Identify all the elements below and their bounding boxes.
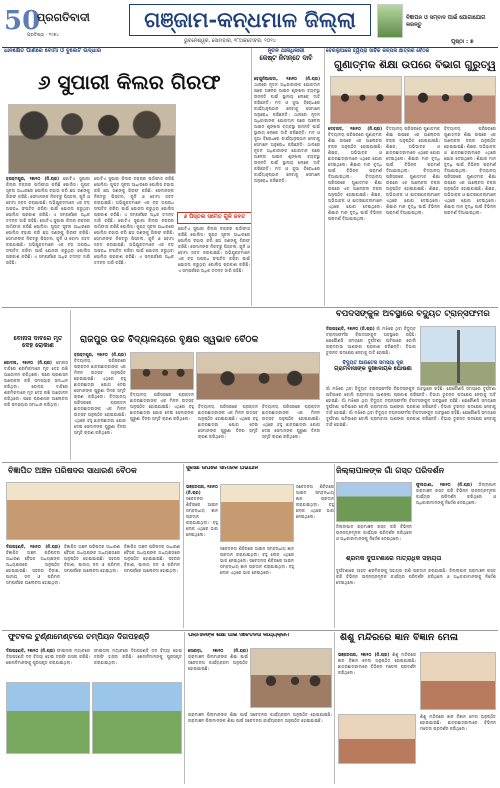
side-body (254, 76, 320, 304)
justice-headline: ସୁରକ୍ଷା ଉପରେ ସାମାଜିକ ଅଭିଯାନ (186, 466, 259, 471)
transformer-headline: ବିପଦସଙ୍କୁଳ ଅବସ୍ଥାରେ ବିଦ୍ୟୁତ ଟ୍ରାନ୍ସଫର୍ମର (336, 310, 490, 319)
side-body-text-3: ଥାନାରେ ନୂତନ ଅଧିକାରୀଙ୍କ ଯୋଗଦାନ ପରେ ଅଞ୍ଚଳର ଆଇନ ଶୃଙ୍ଖଳା ବ୍ୟବସ୍ଥା ଉନ୍ନତି ପାଇଁ ସ୍ଥାନୀୟ ଲୋକେ ଦାବି କରିଛନ୍ତି। ମଦ ଓ ଜୁଆ ବିରୋଧରେ କାର୍ଯ୍ୟାନୁଷ୍ଠାନ ନେବାକୁ ସେମାନେ ଅନୁରୋଧ କରିଛନ୍ତି। (254, 142, 320, 183)
promo-image (377, 4, 403, 38)
side-kicker: ନୂତନ ଥାନାଧିକାରୀ (267, 48, 305, 54)
school-body: ବିଦ୍ୟାଳୟ ପରିସରରେ ପ୍ରାକ୍ତନ ଛାତ୍ରଛାତ୍ରୀଙ୍କ ଏକ ମିଳନ ଉତ୍ସବ ଅନୁଷ୍ଠିତ ହୋଇଯାଇଛି। ଏଥିରେ ବହୁ ଛାତ୍ରଛାତ୍ରୀ ଯୋଗ ଦେଇ ସେମାନଙ୍କ ପୁରୁଣା ଦିନର ସ୍ମୃତି ଚାରଣ କରିଥିଲେ। (74, 358, 126, 399)
side-body-text: ଥାନାରେ ନୂତନ ଅଧିକାରୀଙ୍କ ଯୋଗଦାନ ପରେ ଅଞ୍ଚଳର ଆଇନ ଶୃଙ୍ଖଳା ବ୍ୟବସ୍ଥା ଉନ୍ନତି ପାଇଁ ସ୍ଥାନୀୟ ଲୋକେ ଦାବି କରିଛନ୍ତି। ମଦ ଓ ଜୁଆ ବିରୋଧରେ କାର୍ଯ୍ୟାନୁଷ୍ଠାନ ନେବାକୁ ସେମାନେ ଅନୁରୋଧ କରିଛନ୍ତି। (254, 82, 320, 117)
football-dateline: ଦିଗପହଣ୍ଡି, ୨୭ା୧୦ (ନି.ପ୍ର) (6, 648, 55, 653)
divider (70, 310, 71, 460)
school-body-5: ବିଦ୍ୟାଳୟ ପରିସରରେ ପ୍ରାକ୍ତନ ଛାତ୍ରଛାତ୍ରୀଙ୍କ ଏକ ମିଳନ ଉତ୍ସବ ଅନୁଷ୍ଠିତ ହୋଇଯାଇଛି। ଏଥିରେ ବହୁ ଛାତ୍ରଛାତ୍ରୀ ଯୋଗ ଦେଇ ସେମାନଙ୍କ ପୁରୁଣା ଦିନର ସ୍ମୃତି ଚାରଣ କରିଥିଲେ। (262, 404, 320, 439)
school-dateline: ବ୍ରହ୍ମପୁର, ୨୭ା୧୦ (ନି.ପ୍ର) (74, 352, 126, 357)
justice-photo (220, 484, 294, 542)
divider (183, 464, 184, 628)
fair-dateline: ଭଞ୍ଜନଗର, ୨୭ା୧୦ (ନି.ପ୍ର) (338, 652, 390, 657)
craft-body-text-3: ଗ୍ରାମାଞ୍ଚଳ ପିଲାମାନଙ୍କ ଶିକ୍ଷା ପାଇଁ ସଚେତନତା କାର୍ଯ୍ୟକ୍ରମ ଅନୁଷ୍ଠିତ ହୋଇଯାଇଛି। (188, 718, 323, 723)
edu-body-3: ବିଦ୍ୟାଳୟ ପରିସରରେ ଗୁଣାତ୍ମକ ଶିକ୍ଷା ଉପରେ ଏକ ଆଲୋଚନା ଚକ୍ର ଅନୁଷ୍ଠିତ ହୋଇଯାଇଛି। ଶିକ୍ଷକ, ଅଭିଭାବକ ଓ ଛାତ୍ରଛାତ୍ରୀମାନେ ଏଥିରେ ଯୋଗ ଦେଇଥିଲେ। ଶିକ୍ଷାର ମାନ ବୃଦ୍ଧି ପାଇଁ ବିଭିନ୍ନ ପରାମର୍ଶ ଦିଆଯାଇଥିଲା। (386, 126, 440, 173)
divider (2, 307, 322, 308)
craft-body-text-2: ଗ୍ରାମାଞ୍ଚଳ ପିଲାମାନଙ୍କ ଶିକ୍ଷା ପାଇଁ ସଚେତନତା କାର୍ଯ୍ୟକ୍ରମ ଅନୁଷ୍ଠିତ ହୋଇଯାଇଛି। (188, 712, 332, 717)
fair-headline: ଶିଶୁ ମନ୍ଦିରରେ ଜ୍ଞାନ ବିଜ୍ଞାନ ମେଳା (340, 633, 458, 643)
school-body-4: ବିଦ୍ୟାଳୟ ପରିସରରେ ପ୍ରାକ୍ତନ ଛାତ୍ରଛାତ୍ରୀଙ୍କ ଏକ ମିଳନ ଉତ୍ସବ ଅନୁଷ୍ଠିତ ହୋଇଯାଇଛି। ଏଥିରେ ବହୁ ଛାତ୍ରଛାତ୍ରୀ ଯୋଗ ଦେଇ ସେମାନଙ୍କ ପୁରୁଣା ଦିନର ସ୍ମୃତି ଚାରଣ କରିଥିଲେ। (198, 404, 258, 439)
fair-photo-2 (338, 714, 416, 764)
school-body-2: ବିଦ୍ୟାଳୟ ପରିସରରେ ପ୍ରାକ୍ତନ ଛାତ୍ରଛାତ୍ରୀଙ୍କ ଏକ ମିଳନ ଉତ୍ସବ ଅନୁଷ୍ଠିତ ହୋଇଯାଇଛି। ଏଥିରେ ବହୁ ଛାତ୍ରଛାତ୍ରୀ ଯୋଗ ଦେଇ ସେମାନଙ୍କ ପୁରୁଣା ଦିନର ସ୍ମୃତି ଚାରଣ କରିଥିଲେ। (74, 394, 126, 435)
anniversary-logo: 50 (4, 6, 41, 36)
football-body-text-2: ଫାଇନାଲ ମ୍ୟାଚରେ ଦିଗପହଣ୍ଡି ଦଳ ବିଜୟୀ ହୋଇ ଟ୍ରଫି ହାସଲ କରିଛି। ଖେଳାଳିମାନଙ୍କୁ ପୁରସ୍କୃତ କରାଯାଇଥିଲା। (94, 648, 182, 665)
divider (324, 48, 325, 306)
lower-left-dateline: କୋଦଳା, ୨୭ା୧୦ (ନି.ପ୍ର) (4, 360, 52, 365)
gandhi-body-3: ଜିଲ୍ଲାପାଳ ଗ୍ରାମାଞ୍ଚଳ ଗସ୍ତ କରି ବିଭିନ୍ନ ଉନ୍ନୟନମୂଳକ କାର୍ଯ୍ୟର ପରିଦର୍ଶନ କରିଥିଲେ ଓ ଅଧିକାରୀମାନଙ୍କୁ ନିର୍ଦ୍ଦେଶ ଦେଇଥିଲେ। (336, 568, 496, 585)
divider (334, 632, 335, 784)
football-body-text: ଫାଇନାଲ ମ୍ୟାଚରେ ଦିଗପହଣ୍ଡି ଦଳ ବିଜୟୀ ହୋଇ ଟ୍ରଫି ହାସଲ କରିଛି। ଖେଳାଳିମାନଙ୍କୁ ପୁରସ୍କୃତ କରାଯାଇଥିଲା। (6, 648, 90, 665)
craft-dateline: ସୋରଡ଼ା, ୨୭ା୧୦ (ନି.ପ୍ର) (188, 648, 248, 653)
council-body-2: ବିଜ୍ଞାପିତ ଅଞ୍ଚଳ ପରିଷଦର ସାଧାରଣ ବୈଠକ ଅଧ୍ୟକ୍ଷଙ୍କ ଅଧ୍ୟକ୍ଷତାରେ ଅନୁଷ୍ଠିତ ହୋଇଯାଇଛି। ସହରର ବିକାଶ, ପାନୀୟ ଜଳ ଓ ପରିମଳ ସମ୍ପର୍କରେ ଆଲୋଚନା ହୋଇଥିଲା। (64, 544, 120, 573)
divider (322, 307, 498, 308)
promo-text: ବିଜ୍ଞାପନ ଓ ସମ୍ବାଦ ପାଇଁ ଯୋଗାଯୋଗ କରନ୍ତୁ (406, 15, 486, 28)
transformer-sub-headline: ଗ୍ରାମବାସୀଙ୍କ ଦୁଃଖଦାୟକ ଘୋଷଣା (334, 365, 412, 372)
council-headline: ବିଜ୍ଞାପିତ ଅଞ୍ଚଳ ପରିଷଦର ସାଧାରଣ ବୈଠକ (8, 466, 137, 475)
edition-title-box (129, 4, 371, 36)
justice-body: ସଚେତନତା ଶିବିରରେ ଆଇନ ସମ୍ବନ୍ଧୀୟ ଜ୍ଞାନ ପ୍ରଦାନ କରାଯାଇଥିଲା। ବହୁ ଲୋକ ଏଥିରେ ଭାଗ ନେଇଥିଲେ। (186, 496, 218, 537)
transformer-body-1 (326, 326, 416, 358)
craft-body-text: ଗ୍ରାମାଞ୍ଚଳ ପିଲାମାନଙ୍କ ଶିକ୍ଷା ପାଇଁ ସଚେତନତା କାର୍ଯ୍ୟକ୍ରମ ଅନୁଷ୍ଠିତ ହୋଇଯାଇଛି। (188, 654, 248, 671)
lower-left-body-text-2: ବୋନାସ ଦାବିରେ ଶ୍ରମିକମାନେ ମୃତ ଦେହ ରଖି ଆନ୍ଦୋଳନ କରିଥିଲେ। ପରେ ପ୍ରଶାସନ ଆଲୋଚନା କରି ସମସ୍ୟାର ସମାଧାନ କରିଥିଲା। (4, 384, 68, 407)
craft-headline: ପିଲାମାନଙ୍କ ଶିକ୍ଷା ପାଇଁ ସଚେତନତା କାର୍ଯ୍ୟକ୍ରମ (188, 633, 290, 638)
craft-photo (250, 648, 332, 708)
transformer-body-3: ଗାଁ ମଝିରେ ଥିବା ବିଦ୍ୟୁତ ଟ୍ରାନ୍ସଫର୍ମର ବିପଦସଙ୍କୁଳ ଅବସ୍ଥାରେ ରହିଛି। ଯେକୌଣସି ସମୟରେ ଦୁର୍ଘଟଣା ଘଟିପାରେ ବୋଲି ଗ୍ରାମବାସୀ ଆଶଙ୍କା ପ୍ରକାଶ କରିଛନ୍ତି। ବିଭାଗ ତୁରନ୍ତ ପଦକ୍ଷେପ ନେବାକୁ ଦାବି ହୋଇଛି। (326, 398, 496, 415)
council-body-col-3 (124, 544, 180, 628)
school-photo-2 (196, 352, 320, 400)
page-number: ପୃଷ୍ଠା : ୭ (451, 39, 474, 45)
edu-photo-1 (330, 76, 402, 124)
school-body-col-2 (130, 392, 194, 462)
lead-inset-label: ୬ ପିସ୍ତଲ ସମେତ ଗୁଳି ଜବତ (183, 214, 246, 220)
transformer-body-4: ଗାଁ ମଝିରେ ଥିବା ବିଦ୍ୟୁତ ଟ୍ରାନ୍ସଫର୍ମର ବିପଦସଙ୍କୁଳ ଅବସ୍ଥାରେ ରହିଛି। ଯେକୌଣସି ସମୟରେ ଦୁର୍ଘଟଣା ଘଟିପାରେ ବୋଲି ଗ୍ରାମବାସୀ ଆଶଙ୍କା ପ୍ରକାଶ କରିଛନ୍ତି। ବିଭାଗ ତୁରନ୍ତ ପଦକ୍ଷେପ ନେବାକୁ ଦାବି ହୋଇଛି। (326, 410, 496, 427)
edu-body-2: ବିଦ୍ୟାଳୟ ପରିସରରେ ଗୁଣାତ୍ମକ ଶିକ୍ଷା ଉପରେ ଏକ ଆଲୋଚନା ଚକ୍ର ଅନୁଷ୍ଠିତ ହୋଇଯାଇଛି। ଶିକ୍ଷକ, ଅଭିଭାବକ ଓ ଛାତ୍ରଛାତ୍ରୀମାନେ ଏଥିରେ ଯୋଗ ଦେଇଥିଲେ। ଶିକ୍ଷାର ମାନ ବୃଦ୍ଧି ପାଇଁ ବିଭିନ୍ନ ପରାମର୍ଶ ଦିଆଯାଇଥିଲା। (328, 174, 382, 221)
justice-body-col-3 (220, 546, 294, 628)
lower-left-body (4, 360, 68, 460)
lead-inset-label-box (177, 212, 252, 224)
council-body-3: ବିଜ୍ଞାପିତ ଅଞ୍ଚଳ ପରିଷଦର ସାଧାରଣ ବୈଠକ ଅଧ୍ୟକ୍ଷଙ୍କ ଅଧ୍ୟକ୍ଷତାରେ ଅନୁଷ୍ଠିତ ହୋଇଯାଇଛି। ସହରର ବିକାଶ, ପାନୀୟ ଜଳ ଓ ପରିମଳ ସମ୍ପର୍କରେ ଆଲୋଚନା ହୋଇଥିଲା। (124, 544, 180, 573)
school-body-3: ବିଦ୍ୟାଳୟ ପରିସରରେ ପ୍ରାକ୍ତନ ଛାତ୍ରଛାତ୍ରୀଙ୍କ ଏକ ମିଳନ ଉତ୍ସବ ଅନୁଷ୍ଠିତ ହୋଇଯାଇଛି। ଏଥିରେ ବହୁ ଛାତ୍ରଛାତ୍ରୀ ଯୋଗ ଦେଇ ସେମାନଙ୍କ ପୁରୁଣା ଦିନର ସ୍ମୃତି ଚାରଣ କରିଥିଲେ। (130, 392, 194, 421)
edu-headline: ଗୁଣାତ୍ମକ ଶିକ୍ଷା ଉପରେ ବିଭାଗ ଗୁରୁତ୍ୱ (334, 60, 496, 71)
lower-left-body-text: ବୋନାସ ଦାବିରେ ଶ୍ରମିକମାନେ ମୃତ ଦେହ ରଖି ଆନ୍ଦୋଳନ କରିଥିଲେ। ପରେ ପ୍ରଶାସନ ଆଲୋଚନା କରି ସମସ୍ୟାର ସମାଧାନ କରିଥିଲା। (4, 360, 68, 389)
gandhi-headline: ଜିଲ୍ଲାପାଳଙ୍କ ଗାଁ ଗସ୍ତ ପରିଦର୍ଶନ (336, 466, 445, 475)
justice-body-4: ସଚେତନତା ଶିବିରରେ ଆଇନ ସମ୍ବନ୍ଧୀୟ ଜ୍ଞାନ ପ୍ରଦାନ କରାଯାଇଥିଲା। ବହୁ ଲୋକ ଏଥିରେ ଭାଗ ନେଇଥିଲେ। (220, 558, 294, 575)
fair-body-text: ଶିଶୁ ମନ୍ଦିରରେ ଜ୍ଞାନ ବିଜ୍ଞାନ ମେଳା ଅନୁଷ୍ଠିତ ହୋଇଯାଇଛି। ଛାତ୍ରଛାତ୍ରୀମାନେ ବିଭିନ୍ନ ମଡେଲ ପ୍ରଦର୍ଶନ କରିଥିଲେ। (338, 652, 416, 675)
craft-body-2 (188, 712, 332, 784)
justice-body-3: ସଚେତନତା ଶିବିରରେ ଆଇନ ସମ୍ବନ୍ଧୀୟ ଜ୍ଞାନ ପ୍ରଦାନ କରାଯାଇଥିଲା। ବହୁ ଲୋକ ଏଥିରେ ଭାଗ ନେଇଥିଲେ। (220, 546, 294, 563)
divider (184, 632, 185, 784)
side-dateline: ବେଗୁନିଆପଡା, ୨୭ା୧୦ (ନି.ପ୍ର) (254, 76, 320, 81)
school-body-col-3 (198, 404, 258, 462)
football-photo-2 (92, 682, 182, 754)
since-label: ପ୍ରତିଷ୍ଠା - ୧୯୭୪ (27, 33, 60, 38)
gandhi-sub-body-text: ଦୁର୍ଘଟଣାରେ ଆହତ ଶ୍ରମିକଙ୍କୁ ସହାୟତା ରାଶି ପ୍ରଦାନ କରାଯାଇଛି। (336, 568, 448, 573)
council-body-col-2 (64, 544, 120, 628)
council-dateline: ଦିଗପହଣ୍ଡି, ୨୭ା୧୦ (ନି.ପ୍ର) (6, 544, 60, 549)
school-photo-1 (130, 352, 194, 390)
lead-body-repeat: ଗୋଟିଏ ସୁପାରୀ କିଲର ଚକ୍ରର ପର୍ଦ୍ଦାଫାସ କରିଛି ପୋଲିସ। ଗୁପ୍ତ ସୂଚନା ଆଧାରରେ ପୋଲିସ ଚଢାଉ କରି ଛଅ ଜଣଙ୍କୁ ଗିରଫ କରିଛି। ସେମାନଙ୍କ ନିକଟରୁ ପିସ୍ତଲ, ଗୁଳି ଓ ବୋମା ଜବତ କରାଯାଇଛି। ଅଭିଯୁକ୍ତମାନେ ଏକ ବଡ଼ ଅପରାଧ ସଂଘଟିତ କରିବା ପାଇଁ ଯୋଜନା କରୁଥିବା ପୋଲିସ ପ୍ରକାଶ କରିଛି। ଏ ସମ୍ପର୍କରେ ଅଧିକ ତଦନ୍ତ ଜାରି ରହିଛି। (6, 218, 90, 265)
football-photo-1 (6, 682, 90, 754)
lead-dateline: ବ୍ରହ୍ମପୁର, ୨୭ା୧୦ (ନି.ପ୍ର) (6, 176, 60, 181)
school-body-col-4 (262, 404, 320, 462)
divider (2, 630, 498, 631)
transformer-photo (420, 326, 496, 386)
side-header (252, 48, 320, 74)
lead-kicker-row (4, 48, 249, 60)
side-body-text-2: ଥାନାରେ ନୂତନ ଅଧିକାରୀଙ୍କ ଯୋଗଦାନ ପରେ ଅଞ୍ଚଳର ଆଇନ ଶୃଙ୍ଖଳା ବ୍ୟବସ୍ଥା ଉନ୍ନତି ପାଇଁ ସ୍ଥାନୀୟ ଲୋକେ ଦାବି କରିଛନ୍ତି। ମଦ ଓ ଜୁଆ ବିରୋଧରେ କାର୍ଯ୍ୟାନୁଷ୍ଠାନ ନେବାକୁ ସେମାନେ ଅନୁରୋଧ କରିଛନ୍ତି। (254, 112, 320, 147)
edu-body-5: ବିଦ୍ୟାଳୟ ପରିସରରେ ଗୁଣାତ୍ମକ ଶିକ୍ଷା ଉପରେ ଏକ ଆଲୋଚନା ଚକ୍ର ଅନୁଷ୍ଠିତ ହୋଇଯାଇଛି। ଶିକ୍ଷକ, ଅଭିଭାବକ ଓ ଛାତ୍ରଛାତ୍ରୀମାନେ ଏଥିରେ ଯୋଗ ଦେଇଥିଲେ। ଶିକ୍ଷାର ମାନ ବୃଦ୍ଧି ପାଇଁ ବିଭିନ୍ନ ପରାମର୍ଶ ଦିଆଯାଇଥିଲା। (444, 126, 496, 173)
gandhi-sub-body (336, 568, 496, 628)
edu-body: ବିଦ୍ୟାଳୟ ପରିସରରେ ଗୁଣାତ୍ମକ ଶିକ୍ଷା ଉପରେ ଏକ ଆଲୋଚନା ଚକ୍ର ଅନୁଷ୍ଠିତ ହୋଇଯାଇଛି। ଶିକ୍ଷକ, ଅଭିଭାବକ ଓ ଛାତ୍ରଛାତ୍ରୀମାନେ ଏଥିରେ ଯୋଗ ଦେଇଥିଲେ। ଶିକ୍ଷାର ମାନ ବୃଦ୍ଧି ପାଇଁ ବିଭିନ୍ନ ପରାମର୍ଶ ଦିଆଯାଇଥିଲା। (328, 132, 382, 179)
edu-dateline: ଦେବଗଡ, ୨୭ା୧୦ (ନି.ପ୍ର) (328, 126, 382, 131)
lead-body-col2b: ଗୋଟିଏ ସୁପାରୀ କିଲର ଚକ୍ରର ପର୍ଦ୍ଦାଫାସ କରିଛି ପୋଲିସ। ଗୁପ୍ତ ସୂଚନା ଆଧାରରେ ପୋଲିସ ଚଢାଉ କରି ଛଅ ଜଣଙ୍କୁ ଗିରଫ କରିଛି। ସେମାନଙ୍କ ନିକଟରୁ ପିସ୍ତଲ, ଗୁଳି ଓ ବୋମା ଜବତ କରାଯାଇଛି। ଅଭିଯୁକ୍ତମାନେ ଏକ ବଡ଼ ଅପରାଧ ସଂଘଟିତ କରିବା ପାଇଁ ଯୋଜନା କରୁଥିବା ପୋଲିସ ପ୍ରକାଶ କରିଛି। ଏ ସମ୍ପର୍କରେ ଅଧିକ ତଦନ୍ତ ଜାରି ରହିଛି। (94, 218, 174, 265)
gandhi-body-col-1 (416, 482, 496, 552)
transformer-body: ଗାଁ ମଝିରେ ଥିବା ବିଦ୍ୟୁତ ଟ୍ରାନ୍ସଫର୍ମର ବିପଦସଙ୍କୁଳ ଅବସ୍ଥାରେ ରହିଛି। ଯେକୌଣସି ସମୟରେ ଦୁର୍ଘଟଣା ଘଟିପାରେ ବୋଲି ଗ୍ରାମବାସୀ ଆଶଙ୍କା ପ୍ରକାଶ କରିଛନ୍ତି। ବିଭାଗ ତୁରନ୍ତ ପଦକ୍ଷେପ ନେବାକୁ ଦାବି ହୋଇଛି। (326, 326, 416, 355)
edu-photo-2 (404, 76, 496, 124)
justice-body-2: ସଚେତନତା ଶିବିରରେ ଆଇନ ସମ୍ବନ୍ଧୀୟ ଜ୍ଞାନ ପ୍ରଦାନ କରାଯାଇଥିଲା। ବହୁ ଲୋକ ଏଥିରେ ଭାଗ ନେଇଥିଲେ। (296, 484, 334, 519)
edition-title: ଗଞ୍ଜାମ-କନ୍ଧମାଳ ଜିଲ୍ଲା (144, 7, 356, 32)
divider (334, 464, 335, 628)
lead-body-col3: ଗୋଟିଏ ସୁପାରୀ କିଲର ଚକ୍ରର ପର୍ଦ୍ଦାଫାସ କରିଛି ପୋଲିସ। ଗୁପ୍ତ ସୂଚନା ଆଧାରରେ ପୋଲିସ ଚଢାଉ କରି ଛଅ ଜଣଙ୍କୁ ଗିରଫ କରିଛି। ସେମାନଙ୍କ ନିକଟରୁ ପିସ୍ତଲ, ଗୁଳି ଓ ବୋମା ଜବତ କରାଯାଇଛି। ଅଭିଯୁକ୍ତମାନେ ଏକ ବଡ଼ ଅପରାଧ ସଂଘଟିତ କରିବା ପାଇଁ ଯୋଜନା କରୁଥିବା ପୋଲିସ ପ୍ରକାଶ କରିଛି। ଏ ସମ୍ପର୍କରେ ଅଧିକ ତଦନ୍ତ ଜାରି ରହିଛି। (178, 226, 250, 273)
justice-body-col-2 (296, 484, 334, 628)
edu-body-col-2 (386, 126, 440, 302)
football-headline: ଫୁଟବଲ ଟୁର୍ଣ୍ଣାମେଣ୍ଟରେ ଚମ୍ପିୟନ ଦିଗପହଣ୍ଡି (8, 633, 150, 641)
fair-body-text-2: ଶିଶୁ ମନ୍ଦିରରେ ଜ୍ଞାନ ବିଜ୍ଞାନ ମେଳା ଅନୁଷ୍ଠିତ ହୋଇଯାଇଛି। ଛାତ୍ରଛାତ୍ରୀମାନେ ବିଭିନ୍ନ ମଡେଲ ପ୍ରଦର୍ଶନ କରିଥିଲେ। (420, 714, 496, 731)
transformer-body-2: ଗାଁ ମଝିରେ ଥିବା ବିଦ୍ୟୁତ ଟ୍ରାନ୍ସଫର୍ମର ବିପଦସଙ୍କୁଳ ଅବସ୍ଥାରେ ରହିଛି। ଯେକୌଣସି ସମୟରେ ଦୁର୍ଘଟଣା ଘଟିପାରେ ବୋଲି ଗ୍ରାମବାସୀ ଆଶଙ୍କା ପ୍ରକାଶ କରିଛନ୍ତି। ବିଭାଗ ତୁରନ୍ତ ପଦକ୍ଷେପ ନେବାକୁ ଦାବି ହୋଇଛି। (326, 386, 496, 403)
transformer-sub-kicker: ବିଦ୍ୟୁତ ଆଉଟେଜ ସମସ୍ୟା ଦୂର (342, 360, 404, 366)
edu-kicker: ବେରଲୁଆରେ ହ୍ୱିପ୍ରା ସାର୍ବିକ କଳ୍ପନା ଛାତ୍ରର ବୈଠକ (326, 48, 430, 54)
council-body: ବିଜ୍ଞାପିତ ଅଞ୍ଚଳ ପରିଷଦର ସାଧାରଣ ବୈଠକ ଅଧ୍ୟକ୍ଷଙ୍କ ଅଧ୍ୟକ୍ଷତାରେ ଅନୁଷ୍ଠିତ ହୋଇଯାଇଛି। ସହରର ବିକାଶ, ପାନୀୟ ଜଳ ଓ ପରିମଳ ସମ୍ପର୍କରେ ଆଲୋଚନା ହୋଇଥିଲା। (6, 550, 60, 585)
lead-body-col-2 (94, 176, 174, 306)
side-headline: କେଷ୍ଟ ନିମନ୍ତେ ଦାବି (259, 54, 313, 63)
council-body-col-1 (6, 544, 60, 628)
fair-photo-1 (420, 652, 496, 710)
masthead-dateline: ଭୁବନେଶ୍ୱର, ସୋମବାର, ୨୮ଅକ୍ଟୋବର, ୨୦୨୪ (184, 38, 276, 44)
transformer-dateline: ଦିଗପହଣ୍ଡି, ୨୭ା୧୦ (ନି.ପ୍ର) (326, 326, 375, 331)
divider (251, 48, 252, 306)
gandhi-photo (336, 482, 412, 522)
gandhi-body-col-2 (336, 524, 412, 554)
gandhi-body: ଜିଲ୍ଲାପାଳ ଗ୍ରାମାଞ୍ଚଳ ଗସ୍ତ କରି ବିଭିନ୍ନ ଉନ୍ନୟନମୂଳକ କାର୍ଯ୍ୟର ପରିଦର୍ଶନ କରିଥିଲେ ଓ ଅଧିକାରୀମାନଙ୍କୁ ନିର୍ଦ୍ଦେଶ ଦେଇଥିଲେ। (416, 482, 496, 505)
lead-photo (8, 104, 176, 174)
edu-body-col-1 (328, 126, 382, 302)
gandhi-sub-headline: ଶ୍ରମିକ ଦୁର୍ଘଟଣାରେ ମାତ୍ରାଧିକ ସହାୟତା (346, 556, 442, 562)
football-body (6, 648, 90, 678)
lead-headline: ୬ ସୁପାରୀ କିଲର ଗିରଫ (38, 72, 221, 94)
council-photo (6, 482, 180, 540)
lead-body-col-1 (6, 176, 90, 306)
gandhi-body-2: ଜିଲ୍ଲାପାଳ ଗ୍ରାମାଞ୍ଚଳ ଗସ୍ତ କରି ବିଭିନ୍ନ ଉନ୍ନୟନମୂଳକ କାର୍ଯ୍ୟର ପରିଦର୍ଶନ କରିଥିଲେ ଓ ଅଧିକାରୀମାନଙ୍କୁ ନିର୍ଦ୍ଦେଶ ଦେଇଥିଲେ। (336, 524, 412, 541)
gandhi-dateline: ଫୁଲବାଣୀ, ୨୭ା୧୦ (ନି.ପ୍ର) (416, 482, 473, 487)
edu-body-col-3 (444, 126, 496, 302)
divider (2, 462, 498, 463)
edu-body-6: ବିଦ୍ୟାଳୟ ପରିସରରେ ଗୁଣାତ୍ମକ ଶିକ୍ଷା ଉପରେ ଏକ ଆଲୋଚନା ଚକ୍ର ଅନୁଷ୍ଠିତ ହୋଇଯାଇଛି। ଶିକ୍ଷକ, ଅଭିଭାବକ ଓ ଛାତ୍ରଛାତ୍ରୀମାନେ ଏଥିରେ ଯୋଗ ଦେଇଥିଲେ। ଶିକ୍ଷାର ମାନ ବୃଦ୍ଧି ପାଇଁ ବିଭିନ୍ନ ପରାମର୍ଶ ଦିଆଯାଇଥିଲା। (444, 168, 496, 215)
school-body-col-1 (74, 352, 126, 462)
paper-name: ପ୍ରଗତିବାଦୀ (37, 11, 90, 24)
craft-body (188, 648, 248, 708)
edu-kicker-row (326, 48, 498, 56)
fair-body (338, 652, 416, 712)
lead-body-col-3 (178, 226, 250, 306)
transformer-sub (328, 360, 418, 380)
justice-dateline: ଭଞ୍ଜନଗର, ୨୭ା୧୦ (ନି.ପ୍ର) (186, 484, 218, 495)
football-body-2 (94, 648, 182, 678)
justice-body-col-1 (186, 484, 218, 628)
lower-left-headline: ବୋନାସ ଦାବିରେ ମୃତ ଦେହ ରୋକାଣ (13, 336, 63, 349)
fair-body-2 (420, 714, 496, 784)
lead-kicker: ଧାନକ୍ଷେତ ପାଣିରେ ବୋମା ଓ ବୁଲେଟ ଉଦ୍ଧାର (4, 48, 102, 54)
transformer-body-2 (326, 386, 496, 454)
school-headline: ରାଜପୁର ଉଚ୍ଚ ବିଦ୍ୟାଳୟରେ ବୃକ୍ଷର ସ୍ୱଭାବ ବୈଠକ (80, 335, 259, 345)
lead-body: ଗୋଟିଏ ସୁପାରୀ କିଲର ଚକ୍ରର ପର୍ଦ୍ଦାଫାସ କରିଛି ପୋଲିସ। ଗୁପ୍ତ ସୂଚନା ଆଧାରରେ ପୋଲିସ ଚଢାଉ କରି ଛଅ ଜଣଙ୍କୁ ଗିରଫ କରିଛି। ସେମାନଙ୍କ ନିକଟରୁ ପିସ୍ତଲ, ଗୁଳି ଓ ବୋମା ଜବତ କରାଯାଇଛି। ଅଭିଯୁକ୍ତମାନେ ଏକ ବଡ଼ ଅପରାଧ ସଂଘଟିତ କରିବା ପାଇଁ ଯୋଜନା କରୁଥିବା ପୋଲିସ ପ୍ରକାଶ କରିଛି। ଏ ସମ୍ପର୍କରେ ଅଧିକ ତଦନ୍ତ ଜାରି ରହିଛି। (6, 176, 90, 223)
edu-body-4: ବିଦ୍ୟାଳୟ ପରିସରରେ ଗୁଣାତ୍ମକ ଶିକ୍ଷା ଉପରେ ଏକ ଆଲୋଚନା ଚକ୍ର ଅନୁଷ୍ଠିତ ହୋଇଯାଇଛି। ଶିକ୍ଷକ, ଅଭିଭାବକ ଓ ଛାତ୍ରଛାତ୍ରୀମାନେ ଏଥିରେ ଯୋଗ ଦେଇଥିଲେ। ଶିକ୍ଷାର ମାନ ବୃଦ୍ଧି ପାଇଁ ବିଭିନ୍ନ ପରାମର୍ଶ ଦିଆଯାଇଥିଲା। (386, 168, 440, 215)
lead-body-col2: ଗୋଟିଏ ସୁପାରୀ କିଲର ଚକ୍ରର ପର୍ଦ୍ଦାଫାସ କରିଛି ପୋଲିସ। ଗୁପ୍ତ ସୂଚନା ଆଧାରରେ ପୋଲିସ ଚଢାଉ କରି ଛଅ ଜଣଙ୍କୁ ଗିରଫ କରିଛି। ସେମାନଙ୍କ ନିକଟରୁ ପିସ୍ତଲ, ଗୁଳି ଓ ବୋମା ଜବତ କରାଯାଇଛି। ଅଭିଯୁକ୍ତମାନେ ଏକ ବଡ଼ ଅପରାଧ ସଂଘଟିତ କରିବା ପାଇଁ ଯୋଜନା କରୁଥିବା ପୋଲିସ ପ୍ରକାଶ କରିଛି। ଏ ସମ୍ପର୍କରେ ଅଧିକ ତଦନ୍ତ ଜାରି ରହିଛି। (94, 176, 174, 223)
